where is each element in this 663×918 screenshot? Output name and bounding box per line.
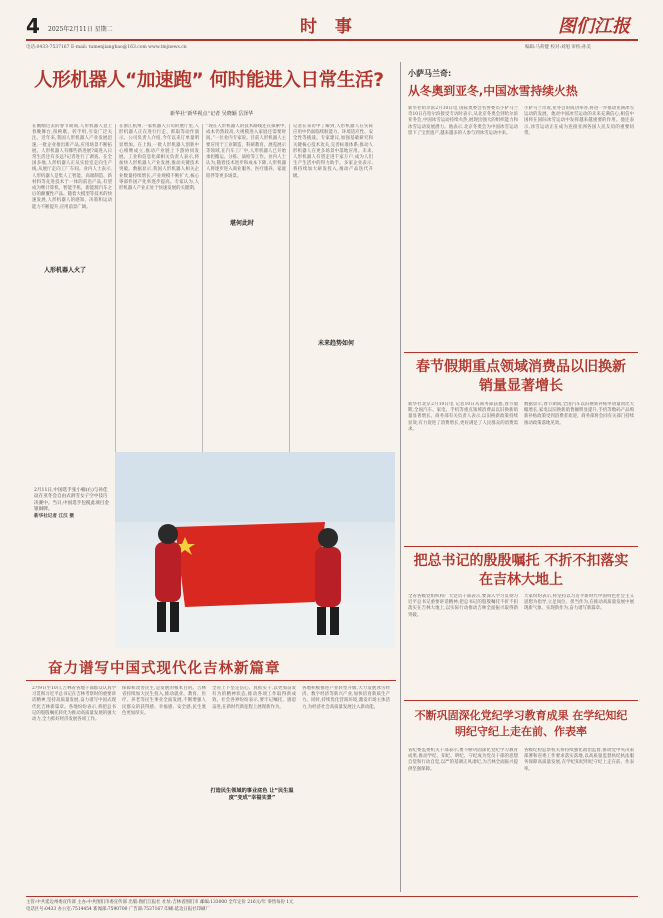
main-title: 人形机器人“加速跑” 何时能进入日常生活? xyxy=(34,70,384,91)
right-low-title: 把总书记的殷殷嘱托 不折不扣落实在吉林大地上 xyxy=(413,553,629,588)
right-top-kicker: 小萨马兰奇: xyxy=(408,69,452,78)
issue-date: 2025年2月11日 星期二 xyxy=(48,26,113,33)
right-mid-title: 春节假期重点领域消费品以旧换新销量显著增长 xyxy=(416,359,626,394)
editor-line: 编辑:马荷健 校对:刘旭 审校:孙美 xyxy=(525,45,591,50)
right-low-column-1: 全省各级党组织和广大党员干部表示,要深入学习贯彻习近平总书记重要讲话精神,把总书记的殷殷嘱托不折不扣落实在吉林大地上,以实际行动推动吉林全面振兴取得新突破。 xyxy=(408,594,518,618)
photo-graphic xyxy=(115,452,395,648)
bottom-right-column-2: 各级纪检监察机关将持续强化政治监督,推动党中央决策部署和省委工作要求落实落地,以高质量监督执纪执法服务保障高质量发展,在学纪知纪明纪守纪上走在前、作表率。 xyxy=(524,748,634,772)
athlete-right xyxy=(315,547,341,607)
subhead-humanoid: 人形机器人火了 xyxy=(44,267,87,274)
right-mid-column-1: 新华社北京2月10日电 记者10日从商务部获悉,春节假期,全国汽车、家电、手机等重点领域消费品以旧换新销量显著增长。商务部有关负责人表示,以旧换新政策持续显效,有力促进了消费增长,更好满足了人民群众的消费需求。 xyxy=(408,402,518,432)
caption-credit: 新华社记者 江汉 摄 xyxy=(34,513,74,519)
photo-ski-athletes xyxy=(115,452,395,648)
banner-column-3: 全省上下坚定信心、真抓实干,以更加奋发有为的精神状态,推动各项工作取得新成效。社会各界纷纷表示,要牢记嘱托、感恩奋进,在新时代新征程上展现新作为。 xyxy=(212,686,296,710)
article-column-3: “现在人形机器人的技术路线还在探索中,成本仍然较高,大规模进入家庭还需要时间。”一位业内专家说。目前人形机器人主要应用于工业制造、科研教育、展览展示等领域,在汽车工厂中,人形机器人已开始承担搬运、分拣、质检等工作。业内人士认为,随着技术进步和成本下降,人形机器人将逐步进入商业服务、医疗康养、家庭陪伴等更多场景。 xyxy=(206,124,286,179)
bottom-right-title: 不断巩固深化党纪学习教育成果 在学纪知纪明纪守纪上走在前、作表率 xyxy=(414,709,628,738)
athlete-left xyxy=(155,542,181,602)
bottom-banner-title: 奋力谱写中国式现代化吉林新篇章 xyxy=(48,661,281,677)
article-column-4: 记者在采访中了解到,人形机器人在实际应用中仍面临续航能力、环境适应性、安全性等挑战。专家建议,加强基础研究和关键核心技术攻关,完善标准体系,推动人形机器人在更多场景中落地应用。未来,人形机器人有望走进千家万户,成为人们生产生活中的得力助手。多家企业表示,将持续加大研发投入,推动产品迭代升级。 xyxy=(293,124,373,179)
article-column-1: 在刚刚过去的春节期间,人形机器人登上春晚舞台,扭秧歌、转手绢,引发广泛关注。近年来,我国人形机器人产业发展迅速,一批企业推出新产品,应用场景不断拓展。人形机器人有哪些新进展?离进入日常生活还有多远?记者进行了调查。在全国多地,人形机器人正从实验室走向生产线,从展厅走向工厂车间。业内人士表示,人形机器人是集人工智能、高端制造、新材料等先进技术于一体的前沿产品,有望成为继计算机、智能手机、新能源汽车之后的颠覆性产品。随着大模型等技术的快速发展,人形机器人的感知、决策和运动能力不断提升,应用前景广阔。 xyxy=(32,124,112,210)
right-low-column-2: 大家纷纷表示,将坚持以习近平新时代中国特色社会主义思想为指导,立足岗位、担当作为,在推动高质量发展中展现新气象、实现新作为,奋力谱写新篇章。 xyxy=(524,594,634,612)
masthead-logo: 图们江报 xyxy=(558,16,630,37)
footer-line-1: 主管:中共延边州委宣传部 主办:中共图们市委宣传部 出版:图们江报社 社址:吉林省图们市 邮编:133000 全年定价 216元/年 零售每份 1元 xyxy=(26,900,294,905)
right-top-column-2: 小萨马兰奇说,亚冬会的成功举办,将进一步推动亚洲冰雪运动的发展。他对中国冰雪运动的未来充满信心,相信中国将在国际冰雪运动中发挥越来越重要的作用。他还表示,冰雪运动正在成为连接亚洲各国人民友谊的重要纽带。 xyxy=(524,106,634,136)
right-top-column-1: 新华社哈尔滨2月10日电 国际奥委会名誉委员小萨马兰奇10日在哈尔滨接受专访时表示,从北京冬奥会到哈尔滨亚冬会,中国冰雪运动持续火热,展现出强大的组织能力和冰雪运动发展潜力。他表示,北京冬奥会为中国冰雪运动留下了宝贵遗产,越来越多的人参与到冰雪运动中来。 xyxy=(408,106,518,136)
footer-line-2: 电话区号:0433 办公室:7514454 新闻部:7590700 广告部:7537167 印刷:延边日报社印刷厂 xyxy=(26,907,210,912)
section-title: 时 事 xyxy=(300,17,358,37)
banner-column-1: 2月9日至10日,吉林省各地干部群众认真学习贯彻习近平总书记在吉林考察时的重要讲话精神,坚持高质量发展,奋力谱写中国式现代化吉林新篇章。各地纷纷表示,将把总书记的殷殷嘱托转化为推动高质量发展的强大动力,全力抓好经济发展各项工作。 xyxy=(32,686,116,723)
page-number: 4 xyxy=(26,14,40,38)
contact-line: 电话:0433-7537167 E-mail: tumenjiangbao@163.com www.tmjnews.cn xyxy=(26,45,187,50)
right-top-title: 从冬奥到亚冬,中国冰雪持续火热 xyxy=(408,84,578,98)
right-mid-column-2: 数据显示,春节期间,全国汽车以旧换新补贴申请量同比大幅增长,家电以旧换新销售额明显提升,手机等数码产品购新补贴政策受到消费者欢迎。商务部将会同有关部门持续推动政策落地见效。 xyxy=(524,402,634,426)
bottom-sub-title: 打造民生领域的事业底色 让“民生温度”变成“幸福实景” xyxy=(210,788,294,801)
subhead-why-now: 堪何此时 xyxy=(230,220,255,227)
caption-text: 2月11日,中国选手张小楠(右)与孙佳玟在亚冬会自由式滑雪女子空中技巧决赛中。当日,中国选手包揽此项目金银铜牌。 xyxy=(34,488,109,513)
subhead-future-trend: 未来趋势如何 xyxy=(318,340,355,347)
flag-graphic xyxy=(175,522,325,607)
main-byline: 新华社“新华视点”记者 吴晓颖 岳泽华 xyxy=(170,111,254,117)
photo-caption xyxy=(34,488,112,520)
banner-column-2: 保障和改善民生,是发展的根本目的。吉林省持续加大民生投入,推动就业、教育、医疗、养老等民生事业全面发展,不断增强人民群众的获得感、幸福感、安全感,民生底色更加厚实。 xyxy=(122,686,206,716)
bottom-right-column-1: 省纪委监委机关干部表示,要不断巩固深化党纪学习教育成果,推动学纪、知纪、明纪、守纪成为党员干部的思想自觉和行动自觉,以严的基调正风肃纪,为吉林全面振兴提供坚强保障。 xyxy=(408,748,518,772)
article-column-2: 在浙江杭州,一家机器人公司的展厅里,人形机器人正在进行行走、抓取等动作演示。公司负责人介绍,今年以来订单量明显增加。在上海,一批人形机器人创新中心相继成立,推动产业链上下游协同发展。工业和信息化部相关负责人表示,将加快人形机器人产业发展,推动关键技术突破。数据显示,我国人形机器人相关企业数量持续增长,产业规模不断扩大,核心零部件国产化率逐步提高。专家认为,人形机器人产业正处于快速发展的关键期。 xyxy=(119,124,199,192)
banner-column-4: 各地积极推进产业转型升级,大力发展冰雪经济、数字经济等新兴产业,加快培育新质生产力。同时,持续优化营商环境,激发市场主体活力,为经济社会高质量发展注入新动能。 xyxy=(302,686,390,710)
